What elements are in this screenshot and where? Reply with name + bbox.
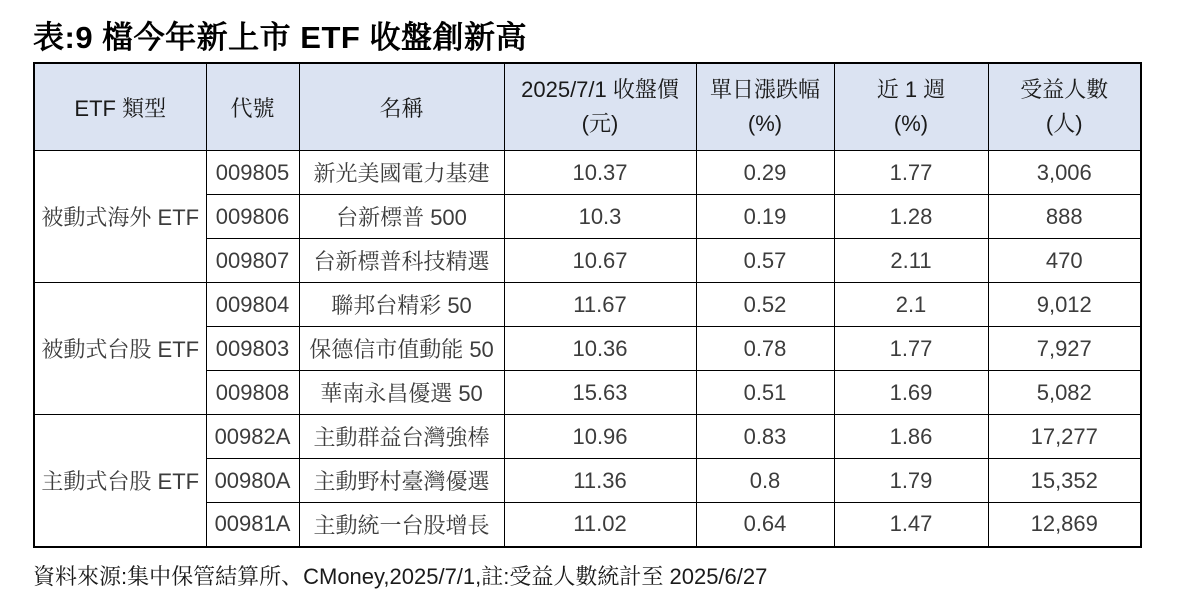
- name-cell: 主動群益台灣強棒: [299, 415, 504, 459]
- col-header-unit: (%): [747, 110, 783, 136]
- close-cell: 11.67: [504, 283, 696, 327]
- week-change-cell: 1.79: [834, 459, 988, 503]
- week-change-cell: 2.11: [834, 239, 988, 283]
- etf-type-cell: 被動式台股 ETF: [34, 283, 206, 415]
- col-header-unit: (元): [581, 110, 619, 136]
- col-header-label: 名稱: [379, 95, 424, 121]
- close-cell: 10.37: [504, 151, 696, 195]
- week-change-cell: 1.86: [834, 415, 988, 459]
- day-change-cell: 0.83: [696, 415, 834, 459]
- table-row: [34, 283, 1141, 327]
- holders-cell: 7,927: [988, 327, 1141, 371]
- week-change-cell: 1.77: [834, 151, 988, 195]
- code-cell: 009804: [206, 283, 299, 327]
- day-change-cell: 0.51: [696, 371, 834, 415]
- source-note: 資料來源:集中保管結算所、CMoney,2025/7/1,註:受益人數統計至 2025/6/27: [33, 564, 768, 589]
- close-cell: 11.36: [504, 459, 696, 503]
- code-cell: 009808: [206, 371, 299, 415]
- name-cell: 台新標普科技精選: [299, 239, 504, 283]
- close-cell: 10.67: [504, 239, 696, 283]
- week-change-cell: 1.69: [834, 371, 988, 415]
- col-header-unit: (%): [893, 110, 929, 136]
- col-header-label: 受益人數: [1020, 76, 1109, 102]
- day-change-cell: 0.57: [696, 239, 834, 283]
- holders-cell: 888: [988, 195, 1141, 239]
- week-change-cell: 1.77: [834, 327, 988, 371]
- holders-cell: 9,012: [988, 283, 1141, 327]
- code-cell: 009806: [206, 195, 299, 239]
- close-cell: 10.36: [504, 327, 696, 371]
- day-change-cell: 0.29: [696, 151, 834, 195]
- code-cell: 00982A: [206, 415, 299, 459]
- col-header-stack: [989, 64, 1141, 150]
- code-cell: 009803: [206, 327, 299, 371]
- holders-cell: 5,082: [988, 371, 1141, 415]
- week-change-cell: 1.28: [834, 195, 988, 239]
- col-header-stack: [505, 64, 696, 150]
- col-header-day-change: [696, 63, 834, 151]
- col-header-holders: [988, 63, 1141, 151]
- col-header-code: [206, 63, 299, 151]
- table-row: [34, 415, 1141, 459]
- etf-table: [33, 62, 1142, 548]
- col-header-label: ETF 類型: [74, 95, 167, 121]
- etf-type-cell: 主動式台股 ETF: [34, 415, 206, 547]
- day-change-cell: 0.78: [696, 327, 834, 371]
- close-cell: 10.3: [504, 195, 696, 239]
- holders-cell: 15,352: [988, 459, 1141, 503]
- close-cell: 15.63: [504, 371, 696, 415]
- col-header-unit: (人): [1045, 110, 1083, 136]
- col-header-label: 2025/7/1 收盤價: [521, 76, 679, 102]
- name-cell: 聯邦台精彩 50: [299, 283, 504, 327]
- col-header-stack: [697, 64, 834, 150]
- col-header-label: 近 1 週: [876, 76, 946, 102]
- week-change-cell: 2.1: [834, 283, 988, 327]
- day-change-cell: 0.19: [696, 195, 834, 239]
- table-row: [34, 151, 1141, 195]
- code-cell: 00981A: [206, 503, 299, 547]
- name-cell: 主動野村臺灣優選: [299, 459, 504, 503]
- col-header-label: 代號: [230, 95, 275, 121]
- name-cell: 保德信市值動能 50: [299, 327, 504, 371]
- code-cell: 00980A: [206, 459, 299, 503]
- col-header-label: 單日漲跌幅: [709, 76, 820, 102]
- col-header-name: [299, 63, 504, 151]
- etf-type-cell: 被動式海外 ETF: [34, 151, 206, 283]
- holders-cell: 3,006: [988, 151, 1141, 195]
- col-header-etf-type: [34, 63, 206, 151]
- name-cell: 新光美國電力基建: [299, 151, 504, 195]
- day-change-cell: 0.64: [696, 503, 834, 547]
- holders-cell: 470: [988, 239, 1141, 283]
- table-header-row: [34, 63, 1141, 151]
- day-change-cell: 0.8: [696, 459, 834, 503]
- holders-cell: 12,869: [988, 503, 1141, 547]
- col-header-stack: [835, 64, 988, 150]
- week-change-cell: 1.47: [834, 503, 988, 547]
- page-title: 表:9 檔今年新上市 ETF 收盤創新高: [33, 20, 527, 55]
- code-cell: 009805: [206, 151, 299, 195]
- col-header-week-change: [834, 63, 988, 151]
- day-change-cell: 0.52: [696, 283, 834, 327]
- name-cell: 台新標普 500: [299, 195, 504, 239]
- close-cell: 11.02: [504, 503, 696, 547]
- close-cell: 10.96: [504, 415, 696, 459]
- name-cell: 華南永昌優選 50: [299, 371, 504, 415]
- name-cell: 主動統一台股增長: [299, 503, 504, 547]
- col-header-close: [504, 63, 696, 151]
- holders-cell: 17,277: [988, 415, 1141, 459]
- code-cell: 009807: [206, 239, 299, 283]
